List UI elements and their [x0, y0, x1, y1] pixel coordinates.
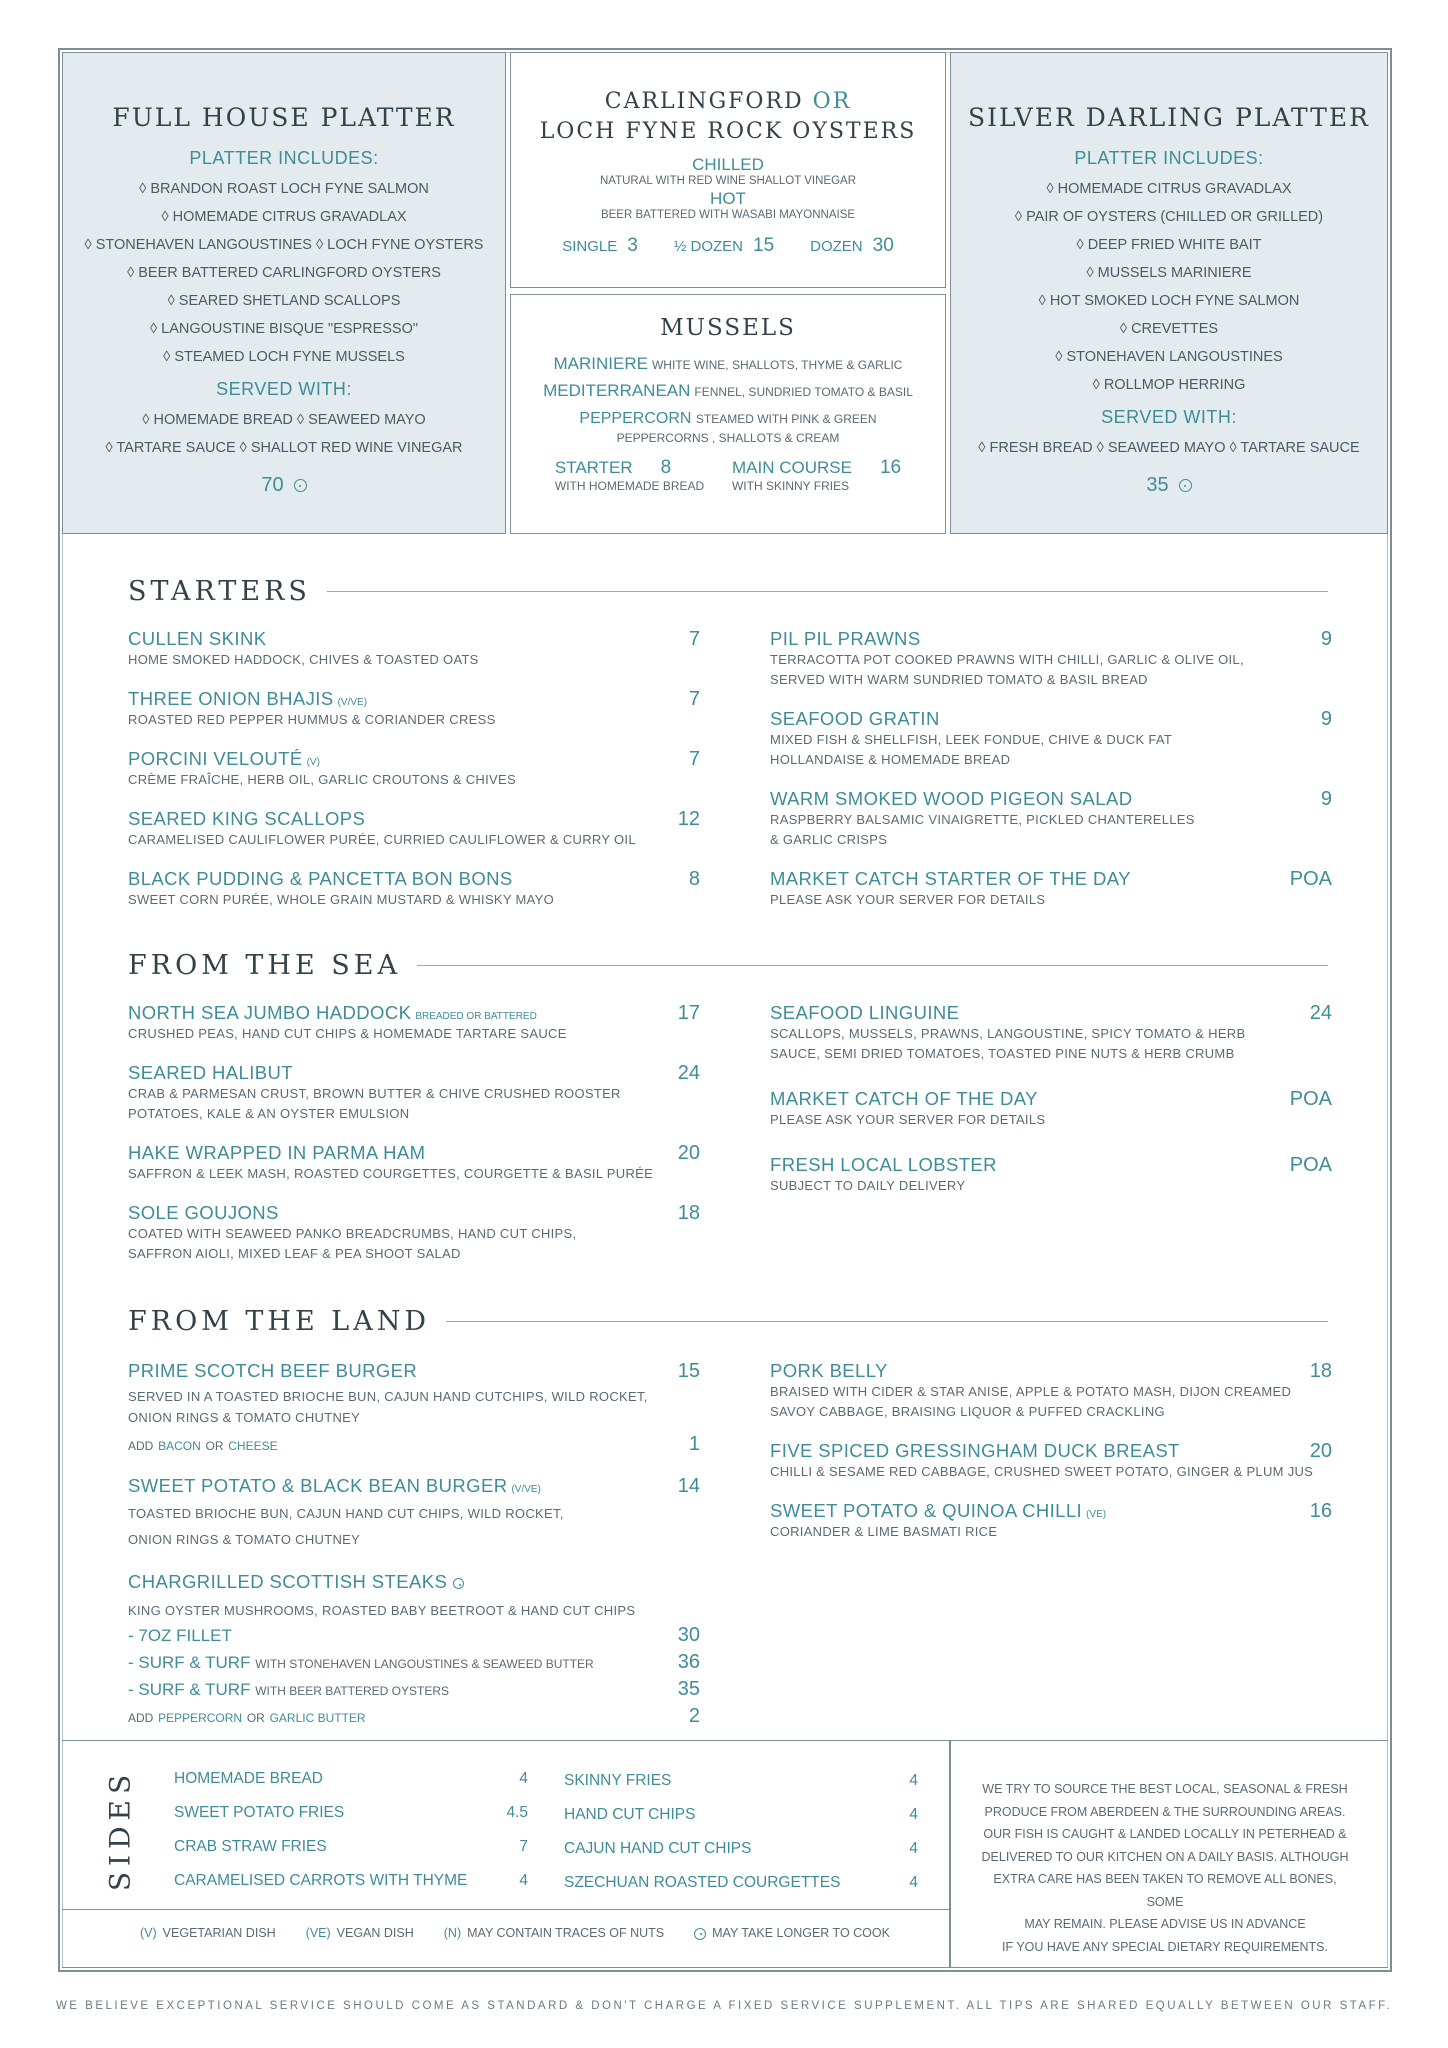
starters-right-column — [770, 628, 1332, 928]
item-price: 12 — [677, 808, 700, 830]
item-desc: ONION RINGS & TOMATO CHUTNEY — [128, 1532, 361, 1547]
item-desc: COATED WITH SEAWEED PANKO BREADCRUMBS, HAND CUT CHIPS, — [128, 1226, 577, 1241]
sides-right-column — [564, 1764, 918, 1900]
item-desc: CRAB & PARMESAN CRUST, BROWN BUTTER & CHIVE CRUSHED ROOSTER — [128, 1086, 621, 1101]
oysters-price-half-dozen: ½ DOZEN 15 — [673, 235, 775, 256]
silver-darling-item: ◊ DEEP FRIED WHITE BAIT — [1076, 237, 1262, 253]
side-price: 4 — [519, 1872, 528, 1889]
sea-heading — [128, 950, 1328, 981]
oysters-prices — [511, 235, 945, 257]
menu-item — [128, 1062, 700, 1124]
item-name: PRIME SCOTCH BEEF BURGER — [128, 1360, 418, 1381]
item-tag: (VE) — [1086, 1509, 1107, 1520]
item-price: 15 — [677, 1360, 700, 1382]
full-house-item: ◊ STEAMED LOCH FYNE MUSSELS — [163, 349, 405, 365]
side-name: SKINNY FRIES — [564, 1772, 672, 1789]
side-name: SZECHUAN ROASTED COURGETTES — [564, 1874, 841, 1891]
item-title-row — [770, 1154, 1332, 1176]
land-left-column — [128, 1360, 700, 1751]
silver-darling-price-row — [951, 474, 1387, 497]
clock-icon — [694, 1928, 706, 1940]
item-desc: SAVOY CABBAGE, BRAISING LIQUOR & PUFFED CRACKLING — [770, 1404, 1165, 1419]
side-item — [174, 1796, 528, 1830]
item-desc: SAFFRON AIOLI, MIXED LEAF & PEA SHOOT SALAD — [128, 1246, 461, 1261]
item-desc: CRÈME FRAÎCHE, HERB OIL, GARLIC CROUTONS & CHIVES — [128, 772, 516, 787]
item-price: 7 — [688, 688, 700, 710]
silver-darling-served-label: SERVED WITH: — [1101, 407, 1237, 427]
item-desc: SAUCE, SEMI DRIED TOMATOES, TOASTED PINE NUTS & HERB CRUMB — [770, 1046, 1235, 1061]
sea-title: FROM THE SEA — [128, 950, 401, 981]
item-desc: & GARLIC CRISPS — [770, 832, 888, 847]
clock-icon — [453, 1578, 464, 1589]
starters-left-column — [128, 628, 700, 928]
full-house-served: ◊ TARTARE SAUCE ◊ SHALLOT RED WINE VINEGAR — [105, 440, 463, 456]
legend-vegetarian: (V) VEGETARIAN DISH — [140, 1926, 276, 1940]
item-price: 7 — [688, 748, 700, 770]
item-price: 18 — [677, 1202, 700, 1224]
item-desc: BRAISED WITH CIDER & STAR ANISE, APPLE & POTATO MASH, DIJON CREAMED — [770, 1384, 1292, 1399]
side-name: CARAMELISED CARROTS WITH THYME — [174, 1872, 468, 1889]
item-title-row — [128, 628, 700, 650]
full-house-served-label: SERVED WITH: — [216, 379, 352, 399]
divider — [446, 1321, 1328, 1322]
divider — [327, 591, 1328, 592]
item-name: BLACK PUDDING & PANCETTA BON BONS — [128, 868, 513, 889]
legend-nuts: (N) MAY CONTAIN TRACES OF NUTS — [443, 1926, 665, 1940]
item-desc: TERRACOTTA POT COOKED PRAWNS WITH CHILLI, GARLIC & OLIVE OIL, — [770, 652, 1244, 667]
item-name: FRESH LOCAL LOBSTER — [770, 1154, 997, 1175]
oysters-hot: HOT — [710, 189, 746, 208]
side-price: 4 — [909, 1874, 918, 1891]
item-title-row — [770, 788, 1332, 810]
item-desc: CARAMELISED CAULIFLOWER PURÉE, CURRIED CAULIFLOWER & CURRY OIL — [128, 832, 636, 847]
menu-item — [770, 1440, 1332, 1482]
side-item — [174, 1830, 528, 1864]
land-title: FROM THE LAND — [128, 1306, 430, 1337]
sides-title-wrap — [100, 1770, 140, 1890]
item-name: MARKET CATCH OF THE DAY — [770, 1088, 1038, 1109]
side-price: 4 — [909, 1840, 918, 1857]
oysters-price-single: SINGLE 3 — [562, 235, 638, 256]
item-desc: SWEET CORN PURÉE, WHOLE GRAIN MUSTARD & WHISKY MAYO — [128, 892, 555, 907]
starters-title: STARTERS — [128, 576, 311, 607]
item-name: CHARGRILLED SCOTTISH STEAKS — [128, 1571, 448, 1592]
full-house-items — [63, 175, 505, 371]
item-tag: (V/VE) — [337, 697, 368, 708]
item-price: 16 — [1309, 1500, 1332, 1522]
side-item — [564, 1764, 918, 1798]
menu-item — [770, 1154, 1332, 1196]
item-desc: PLEASE ASK YOUR SERVER FOR DETAILS — [770, 1112, 1046, 1127]
side-name: SWEET POTATO FRIES — [174, 1804, 345, 1821]
item-name: PIL PIL PRAWNS — [770, 628, 921, 649]
oysters-price-dozen: DOZEN 30 — [810, 235, 894, 256]
side-item — [174, 1762, 528, 1796]
item-name: SEAFOOD GRATIN — [770, 708, 940, 729]
menu-item — [128, 1202, 700, 1264]
item-price: POA — [1289, 1088, 1332, 1110]
item-desc: SAFFRON & LEEK MASH, ROASTED COURGETTES, COURGETTE & BASIL PURÉE — [128, 1166, 654, 1181]
oysters-title-b: LOCH FYNE ROCK OYSTERS — [539, 119, 917, 144]
full-house-title: FULL HOUSE PLATTER — [112, 103, 456, 132]
item-price: 8 — [688, 868, 700, 890]
mussels-peppercorn-desc: PEPPERCORNS , SHALLOTS & CREAM — [616, 431, 840, 445]
item-name: PORK BELLY — [770, 1360, 888, 1381]
oysters-chilled-desc: NATURAL WITH RED WINE SHALLOT VINEGAR — [599, 175, 856, 187]
silver-darling-price: 35 — [1146, 474, 1169, 496]
side-item — [174, 1864, 528, 1898]
side-price: 4 — [909, 1806, 918, 1823]
sides-title: SIDES — [103, 1768, 137, 1892]
menu-item — [128, 808, 700, 850]
side-name: CAJUN HAND CUT CHIPS — [564, 1840, 752, 1857]
full-house-item: ◊ SEARED SHETLAND SCALLOPS — [167, 293, 401, 309]
item-price: 9 — [1320, 708, 1332, 730]
menu-item — [770, 1500, 1332, 1542]
item-name: SEARED HALIBUT — [128, 1062, 293, 1083]
menu-item — [128, 1360, 700, 1459]
side-name: HAND CUT CHIPS — [564, 1806, 696, 1823]
menu-item — [770, 708, 1332, 770]
legend-longer-cook: MAY TAKE LONGER TO COOK — [694, 1926, 890, 1940]
item-price: 18 — [1309, 1360, 1332, 1382]
mussels-mediterranean: MEDITERRANEAN FENNEL, SUNDRIED TOMATO & BASIL — [543, 381, 913, 400]
item-name: THREE ONION BHAJIS — [128, 688, 334, 709]
clock-icon — [294, 479, 307, 492]
steak-option: - SURF & TURF WITH STONEHAVEN LANGOUSTINES & SEAWEED BUTTER 36 — [128, 1651, 700, 1673]
item-title-row — [128, 868, 700, 890]
item-price: 9 — [1320, 788, 1332, 810]
full-house-item: ◊ STONEHAVEN LANGOUSTINES ◊ LOCH FYNE OYSTERS — [84, 237, 484, 253]
side-price: 4 — [519, 1770, 528, 1787]
item-name: SWEET POTATO & QUINOA CHILLI — [770, 1500, 1083, 1521]
item-title-row — [770, 1440, 1332, 1462]
item-name: CULLEN SKINK — [128, 628, 267, 649]
side-name: CRAB STRAW FRIES — [174, 1838, 327, 1855]
silver-darling-item: ◊ PAIR OF OYSTERS (CHILLED OR GRILLED) — [1014, 209, 1324, 225]
menu-item — [770, 868, 1332, 910]
item-title-row — [770, 628, 1332, 650]
steaks-item — [128, 1571, 700, 1731]
steak-option: - SURF & TURF WITH BEER BATTERED OYSTERS 35 — [128, 1678, 700, 1700]
side-price: 7 — [519, 1838, 528, 1855]
clock-icon — [1179, 479, 1192, 492]
item-name: PORCINI VELOUTÉ — [128, 748, 303, 769]
silver-darling-item: ◊ ROLLMOP HERRING — [1092, 377, 1246, 393]
item-name: SEARED KING SCALLOPS — [128, 808, 366, 829]
divider — [417, 965, 1328, 966]
item-desc: CRUSHED PEAS, HAND CUT CHIPS & HOMEMADE TARTARE SAUCE — [128, 1026, 567, 1041]
side-price: 4 — [909, 1772, 918, 1789]
item-price: 20 — [677, 1142, 700, 1164]
menu-item — [770, 1002, 1332, 1064]
item-desc: RASPBERRY BALSAMIC VINAIGRETTE, PICKLED CHANTERELLES — [770, 812, 1195, 827]
silver-darling-item: ◊ CREVETTES — [1119, 321, 1219, 337]
menu-item — [128, 1475, 700, 1553]
legend — [140, 1926, 890, 1940]
add-on-price: 1 — [688, 1433, 700, 1455]
silver-darling-item: ◊ HOMEMADE CITRUS GRAVADLAX — [1046, 181, 1292, 197]
oysters-box — [510, 52, 946, 288]
oysters-title-a: CARLINGFORD — [604, 89, 804, 114]
item-price: 24 — [1309, 1002, 1332, 1024]
mussels-sizes — [511, 457, 945, 493]
full-house-platter-box — [62, 52, 506, 534]
silver-darling-platter-box — [950, 52, 1388, 534]
full-house-served: ◊ HOMEMADE BREAD ◊ SEAWEED MAYO — [142, 412, 426, 428]
mussels-title: MUSSELS — [660, 315, 796, 341]
item-desc: SERVED WITH WARM SUNDRIED TOMATO & BASIL BREAD — [770, 672, 1148, 687]
full-house-item: ◊ HOMEMADE CITRUS GRAVADLAX — [161, 209, 407, 225]
menu-item — [770, 628, 1332, 690]
item-desc: PLEASE ASK YOUR SERVER FOR DETAILS — [770, 892, 1046, 907]
menu-item — [128, 868, 700, 910]
item-tag: BREADED OR BATTERED — [415, 1011, 537, 1022]
item-desc: HOLLANDAISE & HOMEMADE BREAD — [770, 752, 1011, 767]
item-title-row — [128, 808, 700, 830]
menu-item — [128, 688, 700, 730]
steak-options — [128, 1623, 700, 1731]
item-price: 9 — [1320, 628, 1332, 650]
item-desc: CHILLI & SESAME RED CABBAGE, CRUSHED SWEET POTATO, GINGER & PLUM JUS — [770, 1464, 1314, 1479]
silver-darling-item: ◊ MUSSELS MARINIERE — [1086, 265, 1252, 281]
item-title-row — [770, 868, 1332, 890]
item-title-row — [770, 1500, 1332, 1522]
item-name: SWEET POTATO & BLACK BEAN BURGER — [128, 1475, 508, 1496]
item-price: 20 — [1309, 1440, 1332, 1462]
full-house-item: ◊ BEER BATTERED CARLINGFORD OYSTERS — [127, 265, 441, 281]
item-desc: SERVED IN A TOASTED BRIOCHE BUN, CAJUN HAND CUTCHIPS, WILD ROCKET, — [128, 1389, 648, 1404]
item-title-row — [128, 1475, 700, 1497]
full-house-price-row — [63, 474, 505, 497]
full-house-item: ◊ BRANDON ROAST LOCH FYNE SALMON — [139, 181, 429, 197]
sea-right-column — [770, 1002, 1332, 1220]
menu-item — [770, 1360, 1332, 1422]
menu-item — [770, 1088, 1332, 1130]
item-price: 24 — [677, 1062, 700, 1084]
mussels-mariniere: MARINIERE WHITE WINE, SHALLOTS, THYME & GARLIC — [553, 354, 903, 373]
full-house-item: ◊ LANGOUSTINE BISQUE "ESPRESSO" — [149, 321, 419, 337]
sides-left-column — [174, 1762, 528, 1898]
oysters-title — [511, 87, 945, 147]
silver-darling-served: ◊ FRESH BREAD ◊ SEAWEED MAYO ◊ TARTARE SAUCE — [978, 440, 1360, 456]
item-title-row — [128, 748, 700, 770]
item-desc: ROASTED RED PEPPER HUMMUS & CORIANDER CRESS — [128, 712, 496, 727]
item-name: HAKE WRAPPED IN PARMA HAM — [128, 1142, 426, 1163]
item-name: SEAFOOD LINGUINE — [770, 1002, 960, 1023]
steak-option: - 7OZ FILLET 30 — [128, 1624, 700, 1646]
silver-darling-item: ◊ STONEHAVEN LANGOUSTINES — [1055, 349, 1283, 365]
mussels-box — [510, 294, 946, 534]
item-desc: SCALLOPS, MUSSELS, PRAWNS, LANGOUSTINE, SPICY TOMATO & HERB — [770, 1026, 1246, 1041]
item-price: 17 — [677, 1002, 700, 1024]
item-title-row — [770, 1360, 1332, 1382]
item-name: MARKET CATCH STARTER OF THE DAY — [770, 868, 1131, 889]
item-desc: TOASTED BRIOCHE BUN, CAJUN HAND CUT CHIPS, WILD ROCKET, — [128, 1506, 564, 1521]
item-title-row — [770, 708, 1332, 730]
mussels-peppercorn: PEPPERCORN STEAMED WITH PINK & GREEN — [579, 410, 877, 427]
side-item — [564, 1866, 918, 1900]
item-desc: POTATOES, KALE & AN OYSTER EMULSION — [128, 1106, 410, 1121]
land-right-column — [770, 1360, 1332, 1560]
steak-add-on: ADD PEPPERCORN OR GARLIC BUTTER 2 — [128, 1705, 700, 1727]
item-tag: (V) — [306, 757, 320, 768]
item-tag: (V/VE) — [511, 1484, 541, 1495]
menu-item — [128, 628, 700, 670]
land-heading — [128, 1306, 1328, 1337]
item-desc: KING OYSTER MUSHROOMS, ROASTED BABY BEETROOT & HAND CUT CHIPS — [128, 1603, 636, 1618]
item-price: POA — [1289, 868, 1332, 890]
item-title-row — [128, 1062, 700, 1084]
sea-left-column — [128, 1002, 700, 1282]
side-item — [564, 1832, 918, 1866]
mussels-main: MAIN COURSE 16 WITH SKINNY FRIES — [731, 457, 902, 493]
item-title-row — [128, 1202, 700, 1224]
burger-add-on: ADD BACON OR CHEESE 1 — [128, 1433, 700, 1455]
item-name: FIVE SPICED GRESSINGHAM DUCK BREAST — [770, 1440, 1180, 1461]
starters-heading — [128, 576, 1328, 607]
footer-note: WE BELIEVE EXCEPTIONAL SERVICE SHOULD COME AS STANDARD & DON'T CHARGE A FIXED SERVICE SUPPLEMENT. ALL TIPS ARE SHARED EQUALLY BETWEEN OUR STAFF. — [55, 2000, 1393, 2012]
sourcing-note: WE TRY TO SOURCE THE BEST LOCAL, SEASONAL & FRESH PRODUCE FROM ABERDEEN & THE SURROUNDING AREAS. OUR FISH IS CAUGHT & LANDED LOCALLY IN PETERHEAD & DELIVERED TO OUR KITCHEN ON A DAILY BASIS. ALTHOUGH EXTRA CARE HAS BEEN TAKEN TO REMOVE ALL BONES, SOME MAY REMAIN. PLEASE ADVISE US IN ADVANCE IF YOU HAVE ANY SPECIAL DIETARY REQUIREMENTS. — [981, 1782, 1349, 1954]
item-title-row — [128, 1142, 700, 1164]
item-name: SOLE GOUJONS — [128, 1202, 279, 1223]
item-price: POA — [1289, 1154, 1332, 1176]
item-title-row — [770, 1002, 1332, 1024]
item-desc: CORIANDER & LIME BASMATI RICE — [770, 1524, 998, 1539]
silver-darling-item: ◊ HOT SMOKED LOCH FYNE SALMON — [1038, 293, 1300, 309]
item-price: 14 — [677, 1475, 700, 1497]
side-price: 4.5 — [506, 1804, 528, 1821]
item-title-row — [770, 1088, 1332, 1110]
side-name: HOMEMADE BREAD — [174, 1770, 323, 1787]
item-name: NORTH SEA JUMBO HADDOCK — [128, 1002, 412, 1023]
item-title-row — [128, 688, 700, 710]
silver-darling-title: SILVER DARLING PLATTER — [968, 103, 1370, 132]
item-desc: MIXED FISH & SHELLFISH, LEEK FONDUE, CHIVE & DUCK FAT — [770, 732, 1173, 747]
side-item — [564, 1798, 918, 1832]
menu-item — [128, 1142, 700, 1184]
menu-item — [770, 788, 1332, 850]
menu-item — [128, 748, 700, 790]
item-name: WARM SMOKED WOOD PIGEON SALAD — [770, 788, 1133, 809]
mussels-starter: STARTER 8 WITH HOMEMADE BREAD — [554, 457, 705, 493]
menu-item — [128, 1002, 700, 1044]
legend-vegan: (VE) VEGAN DISH — [305, 1926, 414, 1940]
item-title-row — [128, 1571, 700, 1593]
item-desc: SUBJECT TO DAILY DELIVERY — [770, 1178, 966, 1193]
oysters-title-or: OR — [812, 89, 852, 114]
item-title-row — [128, 1002, 700, 1024]
item-desc: ONION RINGS & TOMATO CHUTNEY — [128, 1410, 361, 1425]
item-desc: HOME SMOKED HADDOCK, CHIVES & TOASTED OATS — [128, 652, 479, 667]
item-price: 7 — [688, 628, 700, 650]
full-house-price: 70 — [261, 474, 284, 496]
oysters-hot-desc: BEER BATTERED WITH WASABI MAYONNAISE — [600, 209, 856, 221]
full-house-includes-label: PLATTER INCLUDES: — [189, 148, 379, 168]
silver-darling-includes-label: PLATTER INCLUDES: — [1074, 148, 1264, 168]
oysters-chilled: CHILLED — [692, 155, 764, 174]
